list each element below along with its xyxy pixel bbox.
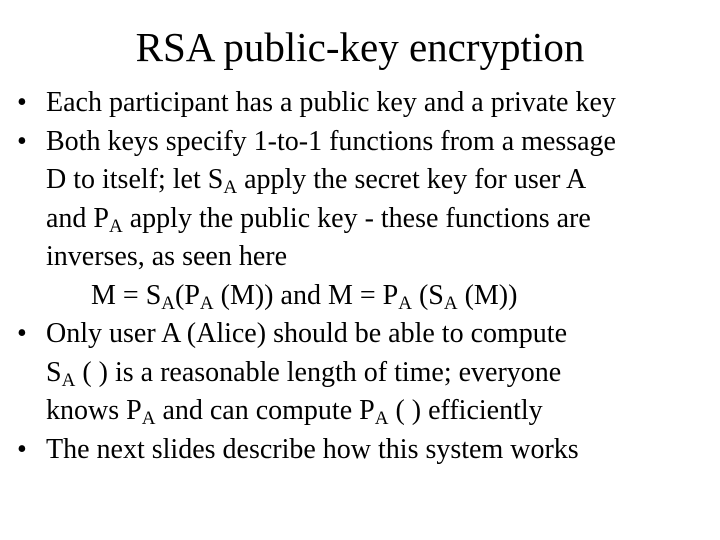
bullet-dot: • bbox=[17, 87, 27, 118]
bullet-line bbox=[46, 123, 707, 162]
text-run: The next slides describe how this system works bbox=[46, 433, 579, 465]
subscript: A bbox=[199, 292, 214, 314]
text-run: M = S bbox=[91, 279, 162, 311]
bullet-line bbox=[46, 277, 707, 316]
bullet-dot: • bbox=[17, 318, 27, 349]
text-run: apply the public key - these functions are bbox=[122, 202, 591, 234]
bullet-dot: • bbox=[17, 125, 27, 157]
bullet-item bbox=[17, 315, 707, 431]
text-run: (P bbox=[175, 279, 200, 311]
subscript: A bbox=[223, 177, 238, 198]
text-run: (S bbox=[411, 279, 444, 311]
subscript: A bbox=[443, 292, 458, 314]
subscript: A bbox=[61, 369, 76, 391]
text-run: ( ) is a reasonable length of time; everyone bbox=[75, 356, 562, 388]
bullet-line bbox=[46, 392, 707, 431]
text-run: S bbox=[46, 356, 62, 388]
bullet-line bbox=[46, 200, 707, 239]
text-run: inverses, as seen here bbox=[46, 241, 288, 272]
bullet-line bbox=[46, 161, 707, 200]
text-run: D to itself; let S bbox=[46, 164, 224, 195]
subscript: A bbox=[374, 408, 389, 429]
text-run: knows P bbox=[46, 395, 142, 426]
text-run: ( ) efficiently bbox=[388, 395, 543, 426]
text-run: apply the secret key for user A bbox=[237, 164, 587, 195]
text-run: (M)) and M = P bbox=[213, 279, 399, 311]
bullet-line bbox=[46, 315, 707, 354]
subscript: A bbox=[141, 408, 156, 429]
text-run: and P bbox=[46, 202, 109, 234]
text-run: Only user A (Alice) should be able to compute bbox=[46, 318, 567, 349]
bullet-line bbox=[46, 84, 707, 123]
bullet-item bbox=[17, 84, 707, 123]
bullet-line bbox=[46, 238, 707, 277]
bullet-line bbox=[46, 431, 707, 470]
subscript: A bbox=[398, 292, 412, 314]
bullet-item bbox=[17, 123, 707, 316]
text-run: Both keys specify 1-to-1 functions from a message bbox=[46, 125, 616, 157]
subscript: A bbox=[161, 292, 175, 314]
bullet-line bbox=[46, 354, 707, 393]
bullet-list bbox=[17, 84, 707, 469]
text-run: (M)) bbox=[457, 279, 518, 311]
slide-title: RSA public-key encryption bbox=[135, 24, 585, 70]
subscript: A bbox=[109, 215, 123, 237]
text-run: and can compute P bbox=[155, 395, 375, 426]
text-run: Each participant has a public key and a private key bbox=[46, 87, 616, 118]
bullet-item bbox=[17, 431, 707, 470]
bullet-dot: • bbox=[17, 433, 27, 465]
